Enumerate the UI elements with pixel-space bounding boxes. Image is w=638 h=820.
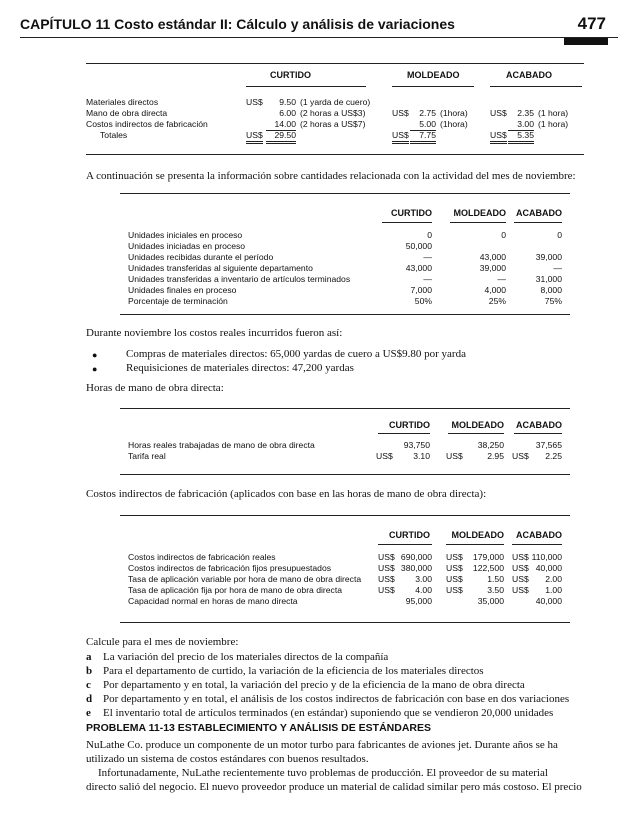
- item-text: Por departamento y en total, el análisis de los costos indirectos de fabricación con base en dos variaciones: [103, 693, 570, 705]
- problem-line: utilizado un sistema de costos estándares con buenos resultados.: [86, 753, 369, 765]
- table2-cell: 0: [557, 230, 562, 240]
- standard-cost-table: [86, 70, 584, 154]
- quantity-table: [128, 208, 568, 312]
- table1-cell: (1hora): [440, 108, 468, 118]
- table4-row-label: Costos indirectos de fabricación fijos presupuestados: [128, 563, 332, 573]
- table1-col-rule: [246, 86, 366, 87]
- table2-bottom-rule: [120, 314, 570, 315]
- overhead-table: [128, 530, 568, 622]
- table2-cell: —: [423, 252, 432, 262]
- table4-currency: US$: [446, 563, 463, 573]
- instruction-item: [86, 650, 626, 664]
- table4-cell: 179,000: [472, 552, 504, 562]
- table1-cell: US$: [246, 130, 263, 144]
- table3-cell: 2.25: [545, 451, 562, 461]
- table3-bottom-rule: [120, 474, 570, 475]
- table4-cell: 110,000: [531, 552, 562, 562]
- table2-row-label: Unidades iniciadas en proceso: [128, 241, 246, 251]
- table2-col-rule: [382, 222, 432, 223]
- table4-cell: 3.50: [487, 585, 504, 595]
- instruction-list: [86, 650, 626, 720]
- problem-heading: PROBLEMA 11-13 ESTABLECIMIENTO Y ANÁLISIS DE ESTÁNDARES: [86, 722, 432, 734]
- table1-cell: US$: [392, 108, 409, 118]
- table3-col-rule: [514, 433, 562, 434]
- table1-cell: 7.75: [410, 130, 436, 144]
- table4-cell: 380,000: [400, 563, 432, 573]
- table2-col-moldeado: MOLDEADO: [453, 208, 506, 218]
- table1-row-label: Materiales directos: [86, 97, 159, 107]
- table3-col-rule: [448, 433, 504, 434]
- item-text: Por departamento y en total, la variación del precio y de la eficiencia de la mano de obra directa: [103, 679, 525, 691]
- header-rule: [20, 37, 618, 38]
- item-letter: b: [86, 665, 93, 677]
- table4-currency: US$: [378, 552, 395, 562]
- table1-col-curtido: CURTIDO: [270, 70, 311, 80]
- table4-currency: US$: [512, 585, 529, 595]
- table3-col-moldeado: MOLDEADO: [451, 420, 504, 430]
- table1-cell: US$: [246, 97, 263, 107]
- table1-col-acabado: ACABADO: [506, 70, 552, 80]
- table2-cell: —: [497, 274, 506, 284]
- table4-currency: US$: [446, 552, 463, 562]
- table4-cell: 690,000: [400, 552, 432, 562]
- paragraph: Calcule para el mes de noviembre:: [86, 636, 239, 648]
- table3-currency: US$: [376, 451, 393, 461]
- table1-cell: (1 yarda de cuero): [300, 97, 371, 107]
- item-letter: d: [86, 693, 93, 705]
- table1-cell: (2 horas a US$3): [300, 108, 366, 118]
- table2-row-label: Unidades finales en proceso: [128, 285, 237, 295]
- table1-cell: 9.50: [279, 97, 296, 107]
- table2-row-label: Porcentaje de terminación: [128, 296, 228, 306]
- table1-row-label: Mano de obra directa: [86, 108, 168, 118]
- table1-bottom-rule: [86, 154, 584, 155]
- table2-cell: 39,000: [535, 252, 562, 262]
- bullet-item: Requisiciones de materiales directos: 47,200 yardas: [126, 362, 354, 374]
- table4-currency: US$: [378, 574, 395, 584]
- table1-col-moldeado: MOLDEADO: [407, 70, 460, 80]
- table1-cell: (2 horas a US$7): [300, 119, 366, 129]
- table4-cell: 40,000: [535, 596, 562, 606]
- problem-line: directo salió del negocio. El nuevo proveedor produce un material de calidad similar pero más costoso. El precio: [86, 781, 582, 793]
- item-text: El inventario total de artículos terminados (en estándar) suponiendo que se vendieron 20,000 unidades: [103, 707, 554, 719]
- table4-currency: US$: [512, 552, 529, 562]
- table2-cell: 75%: [544, 296, 562, 306]
- table2-row-label: Unidades transferidas a inventario de artículos terminados: [128, 274, 351, 284]
- table3-currency: US$: [446, 451, 463, 461]
- table1-cell: 14.00: [266, 119, 296, 131]
- table2-cell: 50%: [414, 296, 432, 306]
- table1-cell: 5.00: [410, 119, 436, 131]
- table2-top-rule: [120, 193, 570, 194]
- table1-cell: 29.50: [266, 130, 296, 144]
- table4-col-rule: [512, 544, 562, 545]
- labor-hours-table: [128, 420, 568, 470]
- table2-cell: —: [553, 263, 562, 273]
- table4-cell: 3.00: [415, 574, 432, 584]
- table2-cell: 39,000: [479, 263, 506, 273]
- table3-col-acabado: ACABADO: [516, 420, 562, 430]
- table4-cell: 40,000: [535, 563, 562, 573]
- paragraph: A continuación se presenta la información sobre cantidades relacionada con la actividad del mes de noviembre:: [86, 170, 576, 182]
- table2-col-rule: [450, 222, 506, 223]
- chapter-heading: CAPÍTULO 11 Costo estándar II: Cálculo y análisis de variaciones: [20, 16, 455, 32]
- table4-cell: 95,000: [405, 596, 432, 606]
- table4-currency: US$: [512, 563, 529, 573]
- table1-cell: US$: [490, 108, 507, 118]
- table1-cell: 2.35: [517, 108, 534, 118]
- item-letter: e: [86, 707, 91, 719]
- table1-col-rule: [490, 86, 582, 87]
- bullet-icon: ●: [92, 364, 98, 374]
- table1-top-rule: [86, 63, 584, 64]
- page-header: [20, 14, 618, 36]
- table1-cell: 6.00: [279, 108, 296, 118]
- table4-cell: 2.00: [545, 574, 562, 584]
- table3-cell: 3.10: [413, 451, 430, 461]
- table2-row-label: Unidades iniciales en proceso: [128, 230, 243, 240]
- table2-cell: —: [423, 274, 432, 284]
- instruction-item: [86, 692, 626, 706]
- table2-cell: 25%: [488, 296, 506, 306]
- table4-currency: US$: [446, 574, 463, 584]
- table2-cell: 0: [427, 230, 432, 240]
- table2-row-label: Unidades transferidas al siguiente departamento: [128, 263, 313, 273]
- table2-cell: 43,000: [405, 263, 432, 273]
- paragraph: Horas de mano de obra directa:: [86, 382, 224, 394]
- table4-currency: US$: [378, 563, 395, 573]
- table4-col-curtido: CURTIDO: [389, 530, 430, 540]
- table2-cell: 50,000: [405, 241, 432, 251]
- table1-cell: (1 hora): [538, 108, 569, 118]
- table4-currency: US$: [378, 585, 395, 595]
- paragraph: Durante noviembre los costos reales incurridos fueron así:: [86, 327, 343, 339]
- table3-currency: US$: [512, 451, 529, 461]
- table4-cell: 4.00: [415, 585, 432, 595]
- problem-body: [86, 738, 626, 794]
- table1-cell: 2.75: [419, 108, 436, 118]
- table4-col-rule: [378, 544, 432, 545]
- table1-cell: US$: [490, 130, 507, 144]
- table4-cell: 1.00: [545, 585, 562, 595]
- table2-cell: 7,000: [410, 285, 432, 295]
- instruction-item: [86, 678, 626, 692]
- paragraph: Costos indirectos de fabricación (aplicados con base en las horas de mano de obra directa):: [86, 488, 487, 500]
- problem-line: Infortunadamente, NuLathe recientemente tuvo problemas de producción. El proveedor de su material: [98, 767, 548, 779]
- table4-currency: US$: [512, 574, 529, 584]
- table1-cell: 5.35: [508, 130, 534, 144]
- table1-row-label: Totales: [100, 130, 128, 140]
- table3-row-label: Tarifa real: [128, 451, 166, 461]
- bullet-item: Compras de materiales directos: 65,000 yardas de cuero a US$9.80 por yarda: [126, 348, 466, 360]
- table4-row-label: Tasa de aplicación fija por hora de mano de obra directa: [128, 585, 343, 595]
- table4-col-acabado: ACABADO: [516, 530, 562, 540]
- table4-top-rule: [120, 515, 570, 516]
- table1-cell: 3.00: [508, 119, 534, 131]
- table2-cell: 4,000: [484, 285, 506, 295]
- table4-cell: 35,000: [477, 596, 504, 606]
- table2-col-acabado: ACABADO: [516, 208, 562, 218]
- table3-col-curtido: CURTIDO: [389, 420, 430, 430]
- table2-cell: 8,000: [540, 285, 562, 295]
- item-text: La variación del precio de los materiales directos de la compañía: [103, 651, 389, 663]
- table4-cell: 1.50: [487, 574, 504, 584]
- table1-row-label: Costos indirectos de fabricación: [86, 119, 208, 129]
- table4-cell: 122,500: [472, 563, 504, 573]
- table3-cell: 38,250: [477, 440, 504, 450]
- table2-row-label: Unidades recibidas durante el período: [128, 252, 274, 262]
- item-text: Para el departamento de curtido, la variación de la eficiencia de los materiales directos: [103, 665, 484, 677]
- header-block: [564, 38, 608, 45]
- table3-cell: 37,565: [535, 440, 562, 450]
- item-letter: a: [86, 651, 92, 663]
- bullet-icon: ●: [92, 350, 98, 360]
- table3-cell: 2.95: [487, 451, 504, 461]
- instruction-item: [86, 664, 626, 678]
- table1-col-rule: [392, 86, 474, 87]
- table4-col-moldeado: MOLDEADO: [451, 530, 504, 540]
- table1-cell: (1hora): [440, 119, 468, 129]
- table3-cell: 93,750: [403, 440, 430, 450]
- table2-cell: 31,000: [535, 274, 562, 284]
- table3-top-rule: [120, 408, 570, 409]
- table2-cell: 0: [501, 230, 506, 240]
- table2-col-curtido: CURTIDO: [391, 208, 432, 218]
- table1-cell: (1 hora): [538, 119, 569, 129]
- instruction-item: [86, 706, 626, 720]
- table4-currency: US$: [446, 585, 463, 595]
- table3-row-label: Horas reales trabajadas de mano de obra directa: [128, 440, 315, 450]
- table4-row-label: Capacidad normal en horas de mano directa: [128, 596, 298, 606]
- table4-row-label: Tasa de aplicación variable por hora de mano de obra directa: [128, 574, 362, 584]
- item-letter: c: [86, 679, 91, 691]
- page-number: 477: [577, 14, 606, 33]
- table2-col-rule: [514, 222, 562, 223]
- table4-col-rule: [446, 544, 504, 545]
- table3-col-rule: [378, 433, 430, 434]
- table2-cell: 43,000: [479, 252, 506, 262]
- table4-bottom-rule: [120, 622, 570, 623]
- table4-row-label: Costos indirectos de fabricación reales: [128, 552, 276, 562]
- table1-cell: US$: [392, 130, 409, 144]
- problem-line: NuLathe Co. produce un componente de un motor turbo para fabricantes de aviones jet. Durante años se ha: [86, 739, 558, 751]
